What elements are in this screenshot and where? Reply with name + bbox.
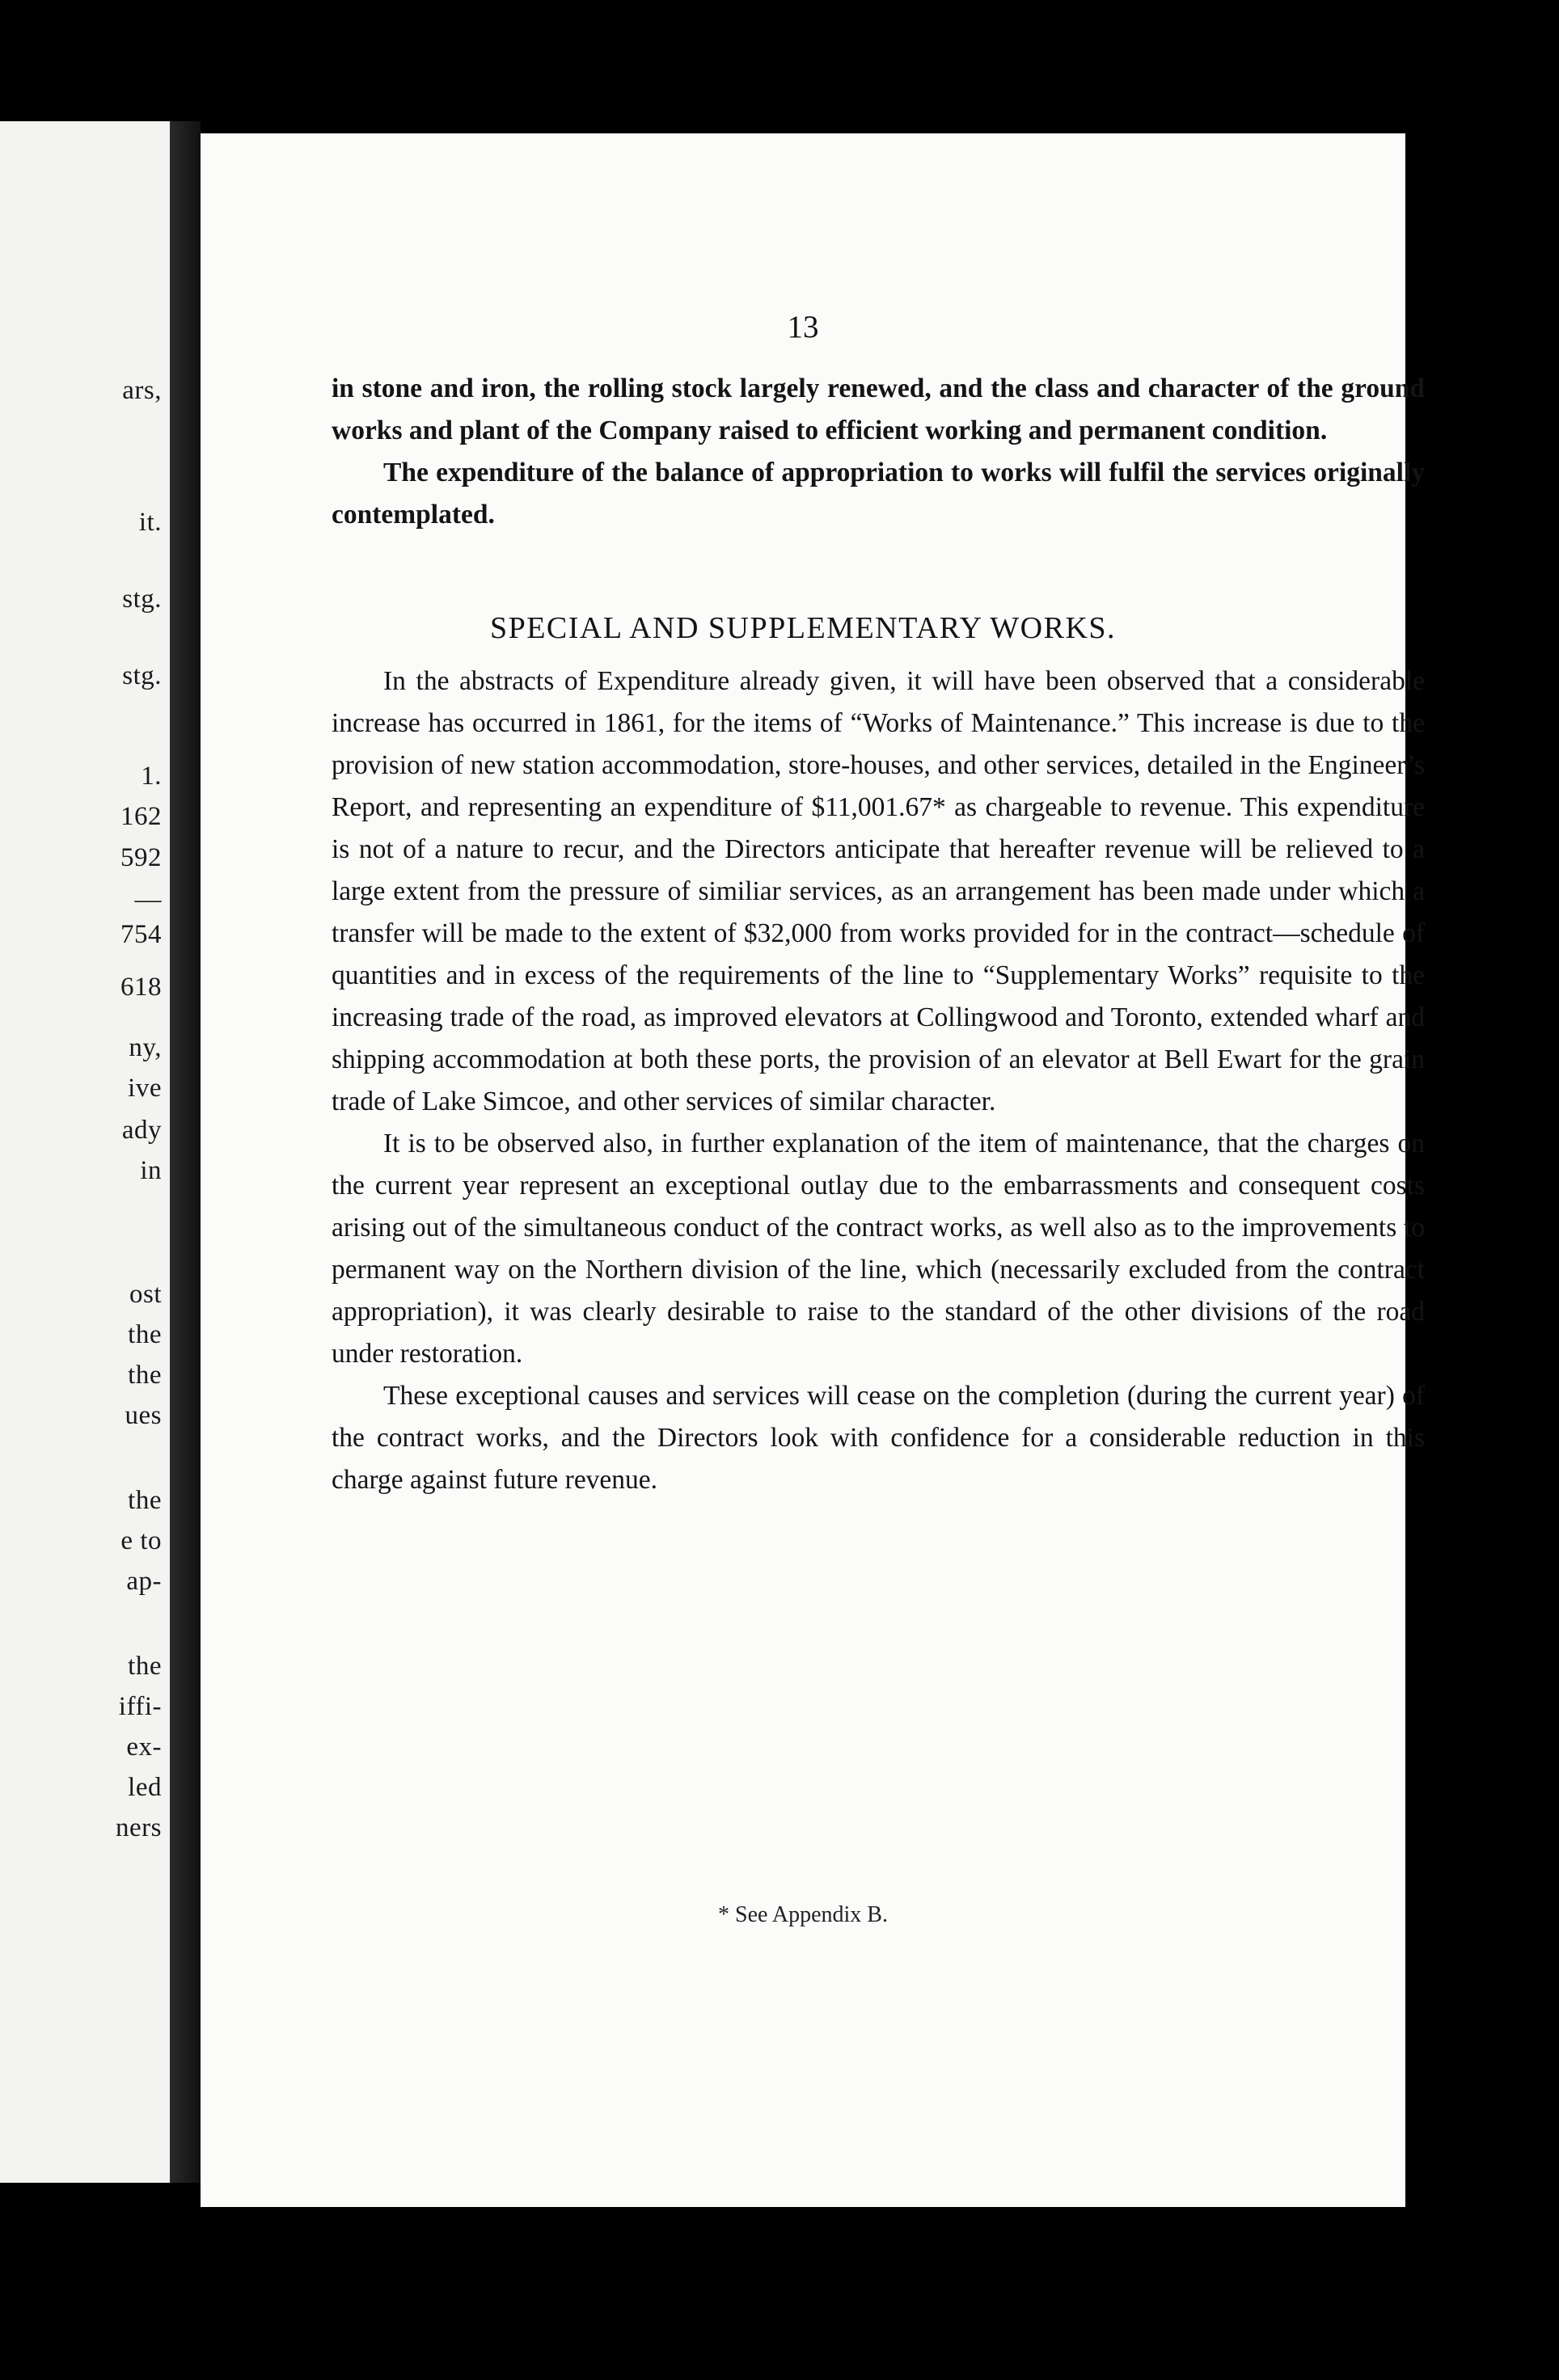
margin-fragment: stg. [122,661,162,690]
margin-fragment: ues [125,1401,162,1430]
margin-fragment: the [128,1486,162,1515]
margin-fragment: led [128,1773,162,1802]
margin-fragment: ars, [122,376,162,405]
margin-fragment: 1. [141,762,162,791]
margin-fragment: ady [121,1116,162,1145]
margin-fragment: 754 [120,920,162,949]
margin-fragment: ap- [126,1567,162,1596]
footnote: * See Appendix B. [718,1902,888,1927]
margin-fragment: 592 [120,843,162,872]
continued-paragraph: in stone and iron, the rolling stock largely renewed, and the class and character of the ground works and plant of the Company raised to efficient working and permanent condition. [332,373,1425,445]
margin-fragment: — [134,885,162,914]
facing-page [0,121,170,2183]
margin-fragment: iffi- [118,1692,162,1721]
margin-fragment: e to [120,1526,162,1555]
book-gutter [170,121,201,2183]
opening-text [332,368,1425,536]
margin-fragment: the [128,1320,162,1349]
margin-fragment: 162 [120,802,162,831]
document-page [201,133,1425,2207]
margin-fragment: in [140,1156,162,1185]
margin-fragment: ex- [126,1732,162,1762]
margin-fragment: it. [138,508,162,537]
paragraph: It is to be observed also, in further explanation of the item of maintenance, that the charges on the current year represent an exceptional outlay due to the embarrassments and consequent costs arising out of the simultaneous conduct of the contract works, as well also as to the improvements to permanent way on the Northern division of the line, which (necessarily excluded from the contract appropriation), it was clearly desirable to raise to the standard of the other divisions of the road under restoration. [332,1129,1425,1369]
section-body [332,660,1425,1501]
margin-fragment: ners [116,1813,162,1842]
margin-fragment: 618 [120,973,162,1002]
paragraph: In the abstracts of Expenditure already given, it will have been observed that a considerable increase has occurred in 1861, for the items of “Works of Maintenance.” This increase is due to the provision of new station accommodation, store-houses, and other services, detailed in the Engineer’s Report, and representing an expenditure of $11,001.67* as chargeable to revenue. This expenditure is not of a nature to recur, and the Directors anticipate that hereafter revenue will be relieved to a large extent from the pressure of similiar services, as an arrangement has been made under which a transfer will be made to the extent of $32,000 from works provided for in the contract—schedule of quantities and in excess of the requirements of the line to “Supplementary Works” requisite to the increasing trade of the road, as improved elevators at Collingwood and Toronto, extended wharf and shipping accommodation at both these ports, the provision of an elevator at Bell Ewart for the grain trade of Lake Simcoe, and other services of similar character. [332,666,1425,1116]
page-number: 13 [787,310,819,344]
margin-fragment: stg. [122,584,162,614]
section-heading: SPECIAL AND SUPPLEMENTARY WORKS. [489,611,1117,645]
margin-fragment: ny, [129,1033,162,1062]
margin-fragment: ost [129,1280,162,1309]
margin-fragment: ive [128,1074,162,1103]
margin-fragment: the [128,1652,162,1681]
margin-fragment: the [128,1361,162,1390]
paragraph: The expenditure of the balance of appropriation to works will fulfil the services originally contemplated. [332,458,1425,530]
paragraph: These exceptional causes and services will cease on the completion (during the current year) of the contract works, and the Directors look with confidence for a considerable reduction in this charge against future revenue. [332,1381,1425,1495]
